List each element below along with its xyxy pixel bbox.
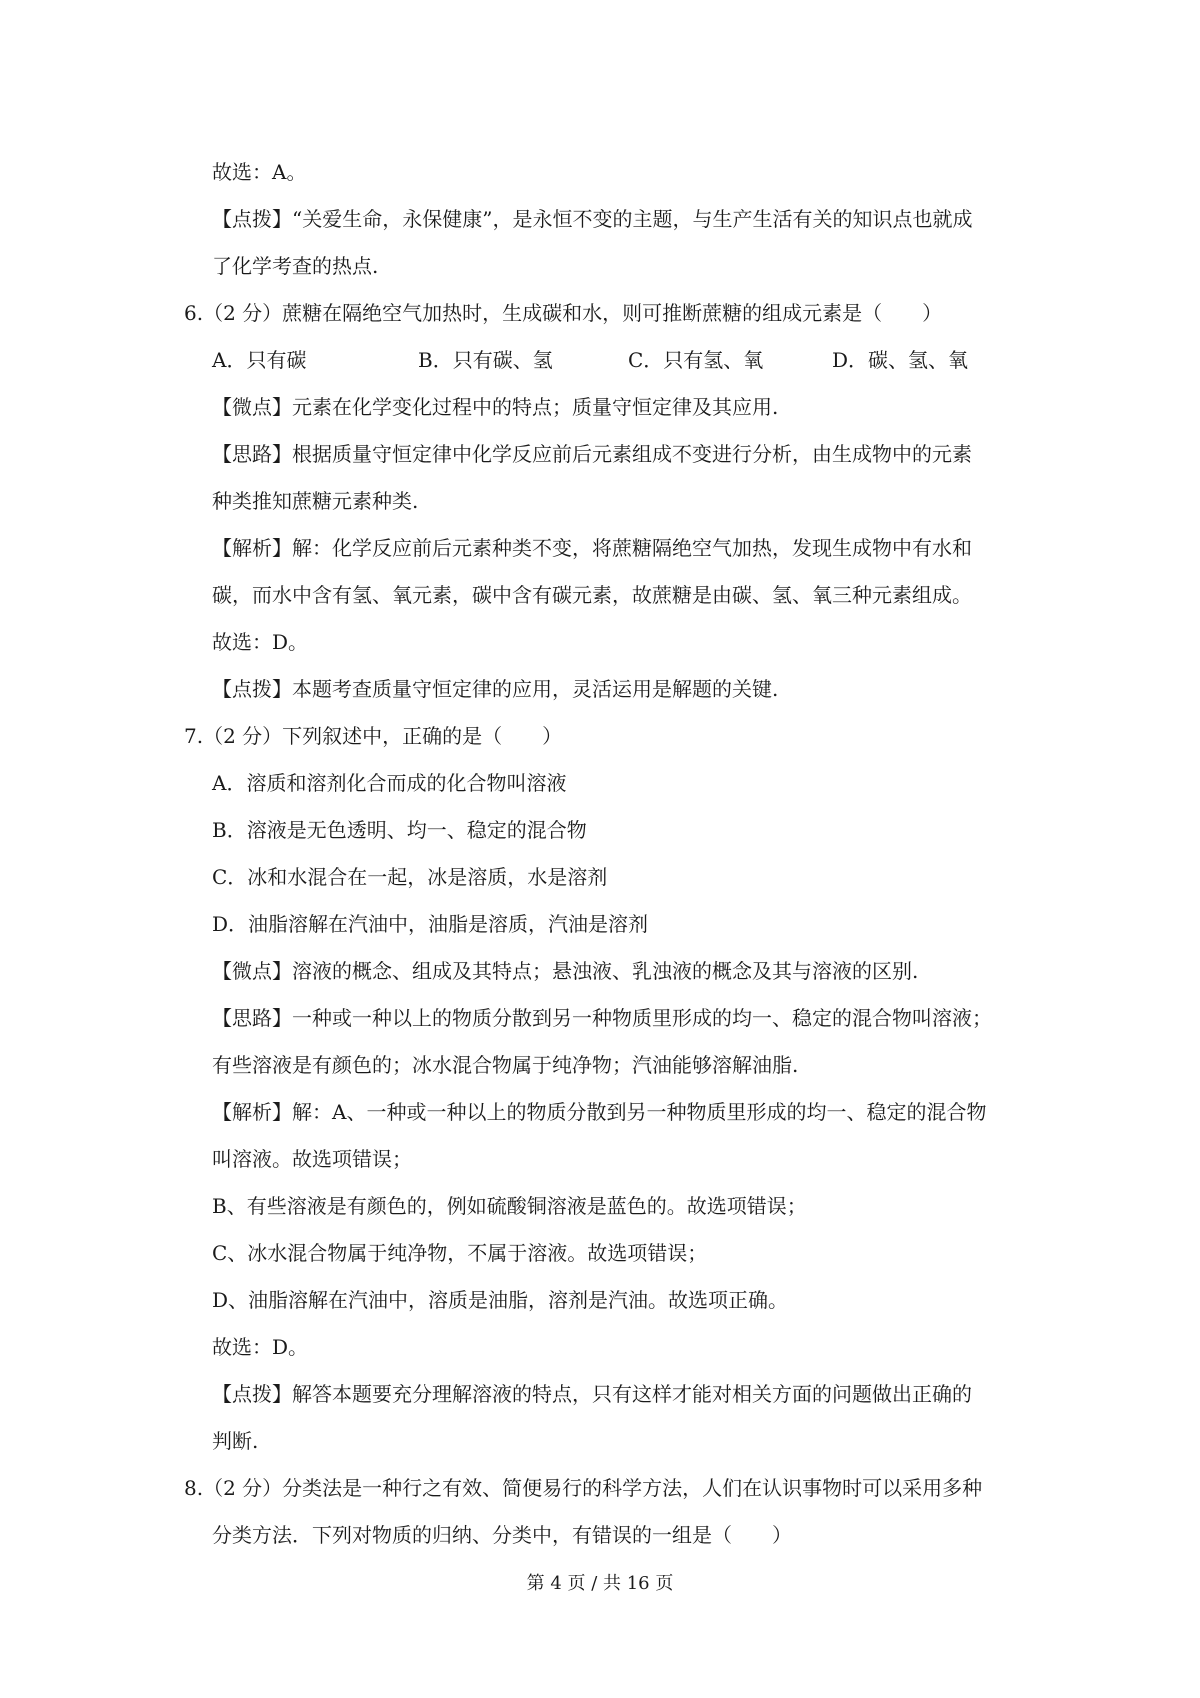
- q7-jiexi-d: D、油脂溶解在汽油中，溶质是油脂，溶剂是汽油。故选项正确。: [212, 1288, 789, 1312]
- q6-option-a: A．只有碳: [212, 348, 307, 372]
- q7-option-b: B．溶液是无色透明、均一、稳定的混合物: [212, 818, 587, 842]
- q7-silu-line2: 有些溶液是有颜色的；冰水混合物属于纯净物；汽油能够溶解油脂.: [212, 1053, 799, 1077]
- q7-stem: 7.（2 分）下列叙述中，正确的是（ ）: [184, 724, 563, 748]
- q6-answer: 故选：D。: [212, 630, 309, 654]
- q7-option-c: C．冰和水混合在一起，冰是溶质，水是溶剂: [212, 865, 608, 889]
- q7-option-a: A．溶质和溶剂化合而成的化合物叫溶液: [212, 771, 567, 795]
- q5-tip-line2: 了化学考查的热点.: [212, 254, 379, 278]
- q6-silu-line1: 【思路】根据质量守恒定律中化学反应前后元素组成不变进行分析，由生成物中的元素: [212, 442, 972, 466]
- q6-option-c: C．只有氢、氧: [628, 348, 764, 372]
- q8-stem-line2: 分类方法．下列对物质的归纳、分类中，有错误的一组是（ ）: [212, 1523, 792, 1547]
- q7-weidian: 【微点】溶液的概念、组成及其特点；悬浊液、乳浊液的概念及其与溶液的区别.: [212, 959, 919, 983]
- q7-answer: 故选：D。: [212, 1335, 309, 1359]
- q7-option-d: D．油脂溶解在汽油中，油脂是溶质，汽油是溶剂: [212, 912, 649, 936]
- q6-option-b: B．只有碳、氢: [418, 348, 553, 372]
- q6-tip: 【点拨】本题考查质量守恒定律的应用，灵活运用是解题的关键.: [212, 677, 779, 701]
- q7-jiexi-b: B、有些溶液是有颜色的，例如硫酸铜溶液是蓝色的。故选项错误；: [212, 1194, 807, 1218]
- q6-option-d: D．碳、氢、氧: [832, 348, 969, 372]
- q7-jiexi-line2: 叫溶液。故选项错误；: [212, 1147, 412, 1171]
- q7-jiexi-line1: 【解析】解：A、一种或一种以上的物质分散到另一种物质里形成的均一、稳定的混合物: [212, 1100, 987, 1124]
- q5-tip-line1: 【点拨】“关爱生命，永保健康”，是永恒不变的主题，与生产生活有关的知识点也就成: [212, 207, 973, 231]
- q5-answer: 故选：A。: [212, 160, 307, 184]
- page-footer: 第 4 页 / 共 16 页: [526, 1573, 674, 1594]
- q7-silu-line1: 【思路】一种或一种以上的物质分散到另一种物质里形成的均一、稳定的混合物叫溶液；: [212, 1006, 992, 1030]
- q6-weidian: 【微点】元素在化学变化过程中的特点；质量守恒定律及其应用.: [212, 395, 779, 419]
- q6-stem: 6.（2 分）蔗糖在隔绝空气加热时，生成碳和水，则可推断蔗糖的组成元素是（ ）: [184, 301, 943, 325]
- q7-jiexi-c: C、冰水混合物属于纯净物，不属于溶液。故选项错误；: [212, 1241, 708, 1265]
- q7-tip-line2: 判断.: [212, 1429, 259, 1453]
- q6-jiexi-line1: 【解析】解：化学反应前后元素种类不变，将蔗糖隔绝空气加热，发现生成物中有水和: [212, 536, 972, 560]
- q7-tip-line1: 【点拨】解答本题要充分理解溶液的特点，只有这样才能对相关方面的问题做出正确的: [212, 1382, 972, 1406]
- q6-jiexi-line2: 碳，而水中含有氢、氧元素，碳中含有碳元素，故蔗糖是由碳、氢、氧三种元素组成。: [212, 583, 972, 607]
- q8-stem-line1: 8.（2 分）分类法是一种行之有效、简便易行的科学方法，人们在认识事物时可以采用多种: [184, 1476, 983, 1500]
- q6-silu-line2: 种类推知蔗糖元素种类.: [212, 489, 419, 513]
